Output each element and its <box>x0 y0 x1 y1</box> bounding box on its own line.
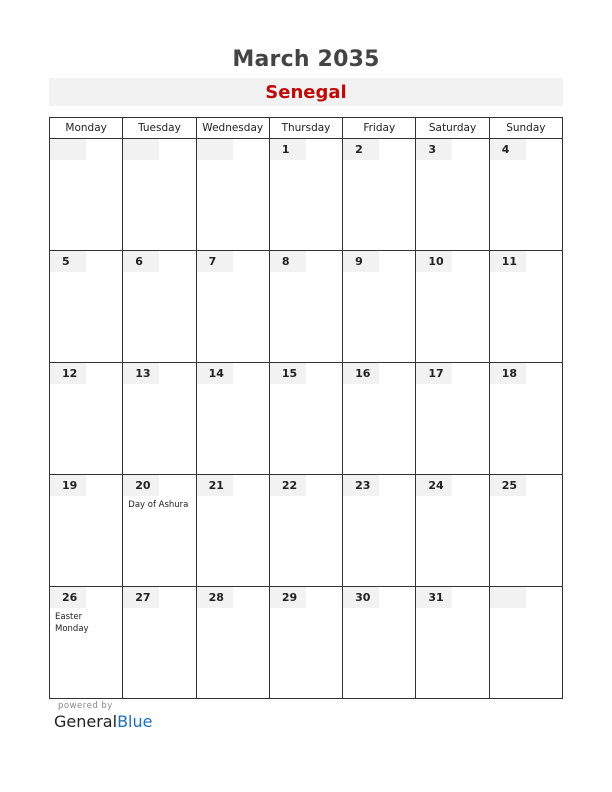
weekday-header: Tuesday <box>123 118 196 139</box>
day-cell <box>196 139 269 251</box>
week-row <box>50 363 563 475</box>
day-number: 17 <box>416 363 452 384</box>
week-row <box>50 475 563 587</box>
day-cell <box>269 251 342 363</box>
day-cell <box>489 251 562 363</box>
day-number: 26 <box>50 587 86 608</box>
day-cell <box>343 363 416 475</box>
day-number: 27 <box>123 587 159 608</box>
day-number: 25 <box>490 475 526 496</box>
day-cell <box>196 475 269 587</box>
day-cell <box>50 587 123 699</box>
day-cell <box>489 587 562 699</box>
day-number: 10 <box>416 251 452 272</box>
day-number: 18 <box>490 363 526 384</box>
weekday-header: Friday <box>343 118 416 139</box>
weekday-header: Monday <box>50 118 123 139</box>
day-cell <box>343 139 416 251</box>
day-cell <box>123 139 196 251</box>
day-cell <box>123 587 196 699</box>
day-cell <box>50 251 123 363</box>
country-band <box>49 78 563 106</box>
day-number: 6 <box>123 251 159 272</box>
day-number: 12 <box>50 363 86 384</box>
day-cell <box>416 475 489 587</box>
day-number <box>50 139 86 160</box>
weekday-header: Sunday <box>489 118 562 139</box>
week-row <box>50 251 563 363</box>
powered-by-label: powered by <box>58 701 113 711</box>
holiday-label: Easter Monday <box>55 612 89 634</box>
day-number <box>123 139 159 160</box>
day-cell <box>343 587 416 699</box>
day-cell <box>123 363 196 475</box>
day-number: 29 <box>270 587 306 608</box>
weekday-header: Thursday <box>269 118 342 139</box>
day-number <box>490 587 526 608</box>
day-number: 31 <box>416 587 452 608</box>
weekday-header: Saturday <box>416 118 489 139</box>
brand-general: General <box>54 712 118 731</box>
day-number: 21 <box>197 475 233 496</box>
calendar-grid <box>49 117 563 699</box>
day-number: 2 <box>343 139 379 160</box>
day-number: 20 <box>123 475 159 496</box>
day-cell <box>269 475 342 587</box>
day-cell <box>416 251 489 363</box>
day-cell <box>269 363 342 475</box>
holiday-label: Day of Ashura <box>128 500 189 510</box>
day-number: 5 <box>50 251 86 272</box>
day-number: 30 <box>343 587 379 608</box>
day-cell <box>50 363 123 475</box>
week-row <box>50 587 563 699</box>
day-number: 15 <box>270 363 306 384</box>
day-cell <box>50 475 123 587</box>
country-name: Senegal <box>265 82 347 103</box>
day-number: 13 <box>123 363 159 384</box>
day-number: 19 <box>50 475 86 496</box>
day-cell <box>489 139 562 251</box>
day-cell <box>196 251 269 363</box>
day-cell <box>489 363 562 475</box>
day-number: 11 <box>490 251 526 272</box>
weekday-header-row <box>50 118 563 139</box>
day-number: 4 <box>490 139 526 160</box>
day-cell <box>416 587 489 699</box>
week-row <box>50 139 563 251</box>
day-number: 3 <box>416 139 452 160</box>
day-number: 23 <box>343 475 379 496</box>
day-number: 1 <box>270 139 306 160</box>
day-cell <box>123 251 196 363</box>
day-number <box>197 139 233 160</box>
day-number: 28 <box>197 587 233 608</box>
day-cell <box>123 475 196 587</box>
day-number: 8 <box>270 251 306 272</box>
day-number: 24 <box>416 475 452 496</box>
brand-blue: Blue <box>117 712 153 731</box>
weekday-header: Wednesday <box>196 118 269 139</box>
day-cell <box>196 587 269 699</box>
day-number: 22 <box>270 475 306 496</box>
generalblue-logo[interactable] <box>54 712 152 731</box>
day-number: 14 <box>197 363 233 384</box>
day-cell <box>50 139 123 251</box>
day-number: 9 <box>343 251 379 272</box>
day-cell <box>269 139 342 251</box>
day-cell <box>416 363 489 475</box>
day-cell <box>269 587 342 699</box>
page-title: March 2035 <box>232 47 380 72</box>
day-cell <box>489 475 562 587</box>
day-cell <box>416 139 489 251</box>
day-cell <box>343 475 416 587</box>
day-number: 7 <box>197 251 233 272</box>
day-cell <box>196 363 269 475</box>
day-cell <box>343 251 416 363</box>
day-number: 16 <box>343 363 379 384</box>
